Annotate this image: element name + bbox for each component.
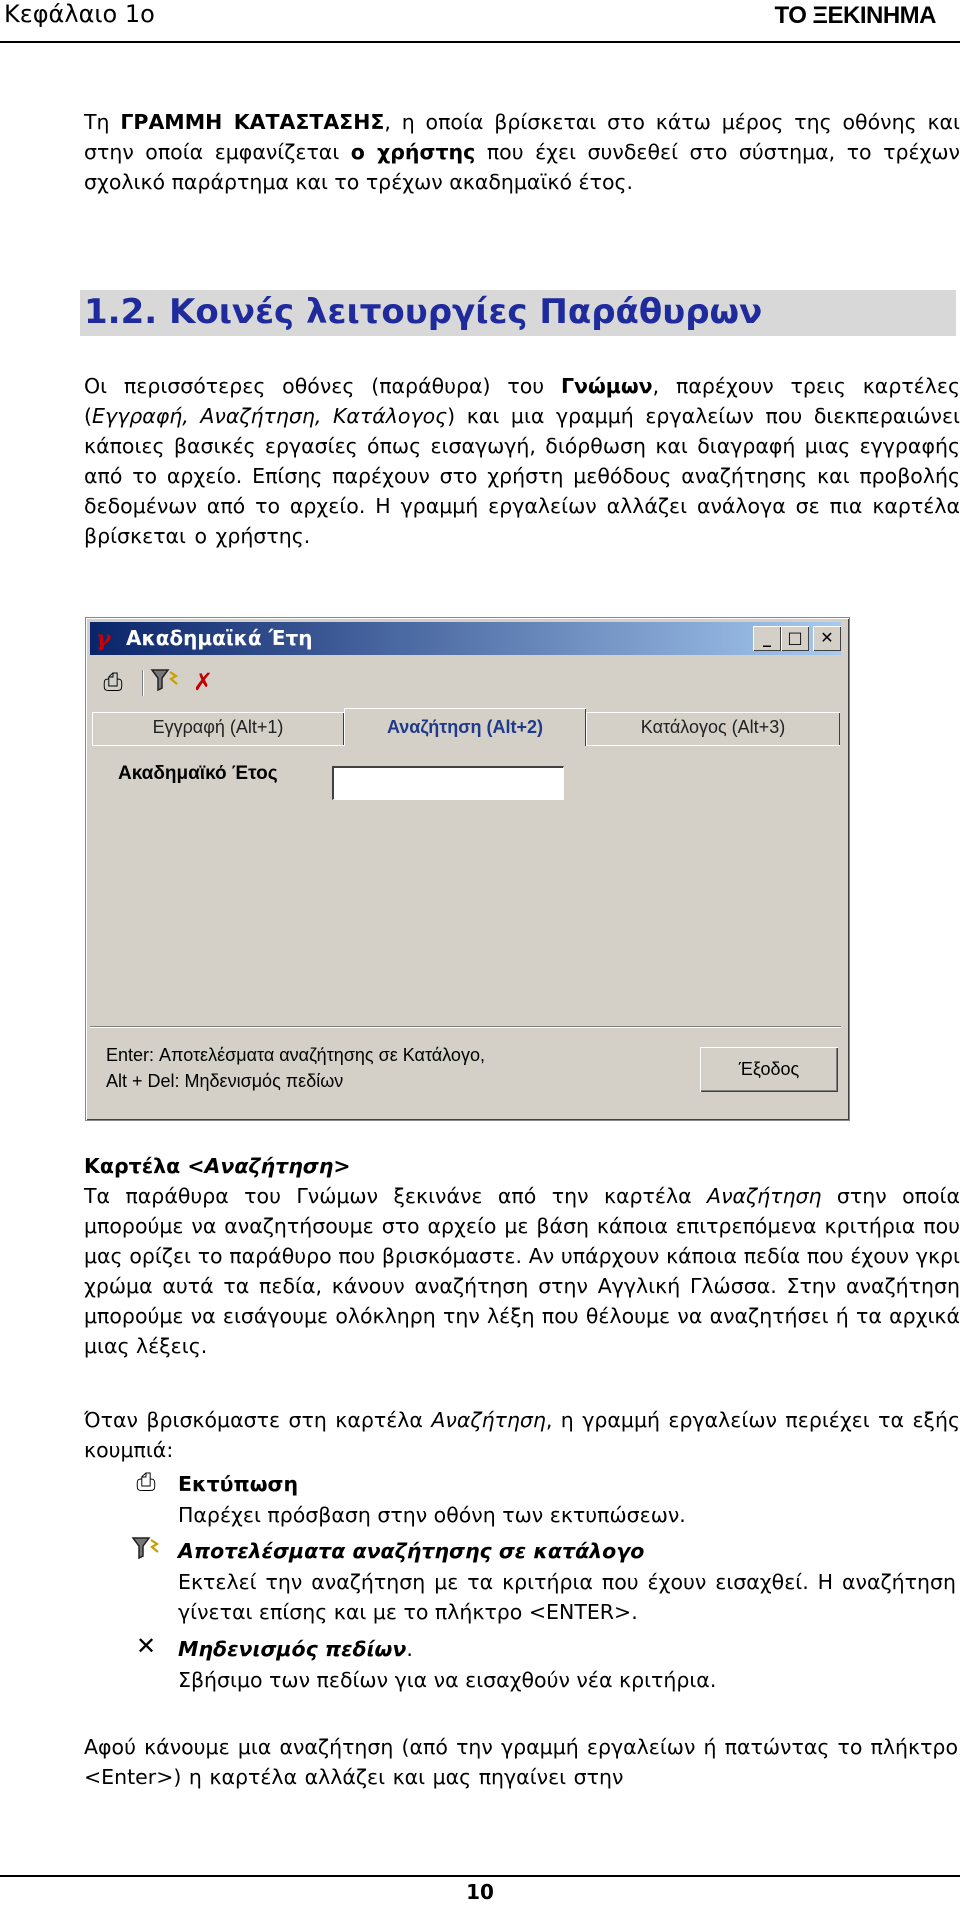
section-heading-bar xyxy=(80,290,956,336)
clear-x-icon: ✕ xyxy=(135,1632,157,1660)
print-icon[interactable]: ⎙ xyxy=(103,668,123,696)
print-button-desc: Παρέχει πρόσβαση στην οθόνη των εκτυπώσεων. xyxy=(178,1503,686,1527)
section-heading: 1.2. Κοινές λειτουργίες Παράθυρων xyxy=(84,292,763,332)
tab-catalog[interactable]: Κατάλογος (Alt+3) xyxy=(586,712,840,745)
status-bar-term: ΓΡΑΜΜΗ ΚΑΤΑΣΤΑΣΗΣ xyxy=(120,110,385,134)
page-number: 10 xyxy=(466,1880,494,1904)
window-title: Ακαδημαϊκά Έτη xyxy=(126,626,313,650)
toolbar xyxy=(90,662,841,702)
search-tab-paragraph: Τα παράθυρα του Γνώμων ξεκινάνε από την καρτέλα Αναζήτηση στην οποία μπορούμε να αναζητήσουμε στο αρχείο με βάση κάποια επιτρεπόμενα κριτήρια που μας ορίζει το παράθυρο που βρισκόμαστε. Αν υπάρχουν κάποια πεδία που έχουν γκρι χρώμα αυτά τα πεδία, κάνουν αναζήτηση στην Αγγλική Γλώσσα. Στην αναζήτηση μπορούμε να εισάγουμε ολόκληρη την λέξη που θέλουμε να αναζητήσει ή τα αρχικά μιας λέξεις. xyxy=(84,1184,960,1358)
search-results-button-desc: Εκτελεί την αναζήτηση με τα κριτήρια που έχουν εισαχθεί. Η αναζήτηση γίνεται επίσης και με το πλήκτρο <ENTER>. xyxy=(178,1570,956,1624)
status-divider xyxy=(90,1026,841,1028)
closing-paragraph: Αφού κάνουμε μια αναζήτηση (από την γραμμή εργαλείων ή πατώντας το πλήκτρο <Enter>) η καρτέλα αλλάζει και μας πηγαίνει στην xyxy=(84,1735,958,1789)
intro-paragraph: Τη ΓΡΑΜΜΗ ΚΑΤΑΣΤΑΣΗΣ, η οποία βρίσκεται στο κάτω μέρος της οθόνης και στην οποία εμφανίζεται ο χρήστης που έχει συνδεθεί στο σύστημα, το τρέχων σχολικό παράρτημα και το τρέχων ακαδημαϊκό έτος. xyxy=(84,110,960,194)
academic-years-window xyxy=(85,617,850,1121)
status-hint-text: Enter: Αποτελέσματα αναζήτησης σε Κατάλογο, Alt + Del: Μηδενισμός πεδίων xyxy=(106,1045,485,1091)
common-functions-paragraph: Οι περισσότερες οθόνες (παράθυρα) του Γνώμων, παρέχουν τρεις καρτέλες (Εγγραφή, Αναζήτηση, Κατάλογος) και μια γραμμή εργαλείων που διεκπεραιώνει κάποιες βασικές εργασίες όπως εισαγωγή, διόρθωση και διαγραφή μιας εγγραφής από το αρχείο. Επίσης παρέχουν στο χρήστη μεθόδους αναζήτησης και προβολής δεδομένων από το αρχείο. Η γραμμή εργαλείων αλλάζει ανάλογα σε πια καρτέλα βρίσκεται ο χρήστης. xyxy=(84,374,960,548)
clear-fields-button-name: Μηδενισμός πεδίων. xyxy=(178,1637,413,1661)
tab-search[interactable]: Αναζήτηση (Alt+2) xyxy=(344,708,586,746)
toolbar-buttons-intro: Όταν βρισκόμαστε στη καρτέλα Αναζήτηση, η γραμμή εργαλείων περιέχει τα εξής κουμπιά: xyxy=(84,1408,960,1462)
print-icon: ⎙ xyxy=(136,1468,156,1496)
minimize-button[interactable]: _ xyxy=(753,626,781,651)
clear-x-icon[interactable]: ✗ xyxy=(192,668,214,696)
app-icon: γ xyxy=(96,626,111,652)
tab-register[interactable]: Εγγραφή (Alt+1) xyxy=(92,712,344,745)
tabs-list: Εγγραφή, Αναζήτηση, Κατάλογος xyxy=(92,404,448,428)
toolbar-separator xyxy=(142,670,144,696)
chapter-label: Κεφάλαιο 1ο xyxy=(4,0,155,28)
chapter-title: ΤΟ ΞΕΚΙΝΗΜΑ xyxy=(774,2,936,29)
academic-year-input[interactable] xyxy=(332,766,564,800)
exit-button[interactable]: Έξοδος xyxy=(700,1047,838,1092)
search-results-button-name: Αποτελέσματα αναζήτησης σε κατάλογο xyxy=(178,1539,645,1563)
filter-results-icon xyxy=(130,1534,162,1564)
user-term: ο χρήστης xyxy=(350,140,476,164)
maximize-button[interactable]: □ xyxy=(781,626,809,651)
clear-fields-button-desc: Σβήσιμο των πεδίων για να εισαχθούν νέα κριτήρια. xyxy=(178,1668,717,1692)
window-titlebar xyxy=(90,622,841,655)
gnomon-term: Γνώμων xyxy=(560,374,653,398)
search-tab-heading: Καρτέλα <Αναζήτηση> xyxy=(84,1154,351,1178)
footer-rule xyxy=(0,1875,960,1877)
academic-year-label: Ακαδημαϊκό Έτος xyxy=(118,763,278,784)
close-button[interactable]: ✕ xyxy=(813,626,841,651)
filter-results-icon[interactable] xyxy=(148,666,182,698)
print-button-name: Εκτύπωση xyxy=(178,1472,299,1496)
header-rule xyxy=(0,41,960,43)
